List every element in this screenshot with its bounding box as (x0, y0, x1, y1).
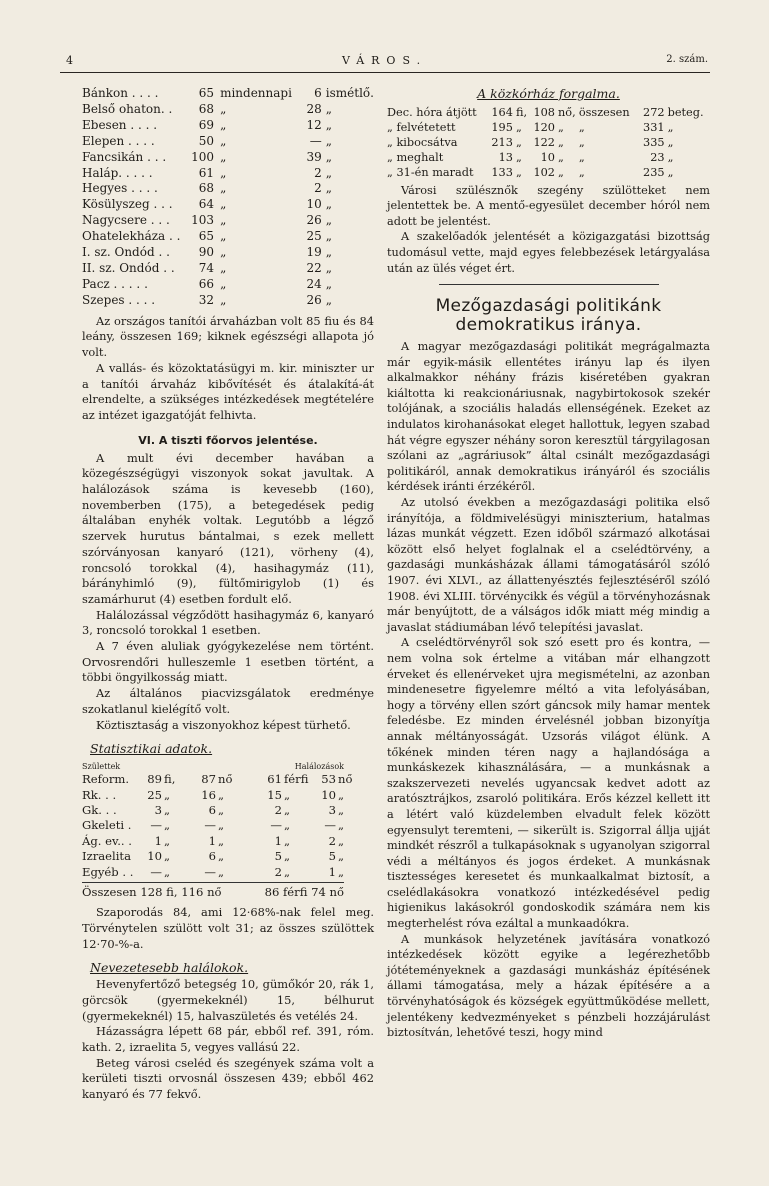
attendance-row-cell: 64 (198, 197, 215, 212)
stats-row-cell: Gk. . . (82, 803, 117, 818)
attendance-row-cell: Pacz . . . . . (82, 276, 148, 291)
hospital-row (387, 106, 710, 121)
stats-row (82, 849, 358, 864)
hospital-row-cell: 272 (643, 106, 665, 119)
stats-row-cell: 16 (201, 787, 216, 802)
attendance-row-cell: „ (220, 165, 227, 180)
attendance-row-cell: „ (325, 276, 332, 291)
attendance-row-cell: 39 (306, 149, 322, 164)
attendance-row-cell: 103 (191, 213, 215, 228)
stats-row-cell: 1 (328, 864, 336, 879)
hospital-row-cell: beteg. (667, 106, 704, 119)
stats-row-cell: 3 (154, 803, 162, 818)
stats-row-cell: nő (218, 772, 233, 787)
hospital-row-cell: 331 (643, 120, 665, 134)
attendance-row-cell: 12 (306, 117, 322, 132)
article-title: Mezőgazdasági politikánk demokratikus iránya. (435, 296, 662, 336)
attendance-row (82, 197, 374, 213)
hospital-row-cell: „ (515, 120, 522, 134)
hospital-row-cell: „ (515, 150, 522, 164)
attendance-row-cell: „ (220, 117, 227, 132)
attendance-row-cell: 32 (198, 292, 215, 307)
attendance-row-cell: „ (220, 229, 227, 244)
attendance-row-cell: „ (220, 133, 227, 148)
attendance-row-cell: „ (325, 197, 332, 212)
stats-row-cell: 2 (328, 833, 336, 848)
hospital-row (387, 166, 710, 181)
stats-row-cell: 10 (147, 849, 162, 864)
stats-row (82, 803, 358, 818)
cleanliness-paragraph: Köztisztaság a viszonyokhoz képest türhető. (96, 717, 351, 732)
stats-row-cell: „ (284, 833, 291, 848)
stats-row-cell: 5 (274, 849, 282, 864)
deaths-label: Halálozások (294, 762, 344, 772)
stats-row-cell: — (270, 818, 282, 833)
stats-row-cell: „ (284, 818, 291, 833)
attendance-row (82, 293, 374, 309)
hospital-row-cell: 108 (533, 106, 555, 119)
stats-row-cell: — (324, 818, 336, 833)
attendance-row (82, 166, 374, 182)
stats-row-cell: 1 (154, 833, 162, 848)
hospital-row-cell: 335 (643, 135, 665, 149)
attendance-row (82, 102, 374, 118)
market-paragraph: Az általános piacvizsgálatok eredménye szokatlanul kielégítő volt. (82, 686, 374, 716)
section-title: VI. A tiszti főorvos jelentése. (138, 433, 318, 447)
hospital-row-cell: 120 (533, 120, 555, 134)
stats-row-cell: 3 (328, 803, 336, 818)
attendance-row-cell: 6 (314, 86, 322, 100)
hospital-row-cell: „ kibocsátva (387, 135, 458, 149)
stats-row-cell: 6 (208, 849, 216, 864)
stats-row-cell: 2 (274, 803, 282, 818)
attendance-row-cell: 100 (191, 149, 215, 164)
hospital-row-cell: „ (558, 165, 564, 179)
stats-row-cell: Gkeleti . (82, 818, 132, 833)
attendance-row-cell: „ (325, 229, 332, 244)
attendance-row-cell: „ (325, 181, 332, 196)
stats-row-cell: — (150, 864, 162, 879)
attendance-row-cell: „ (220, 245, 227, 260)
hospital-row-cell: „ (578, 150, 585, 164)
hospital-row-cell: „ meghalt (387, 150, 444, 164)
attendance-row (82, 150, 374, 166)
attendance-row-cell: 61 (198, 165, 215, 180)
hospital-row-cell: 235 (643, 165, 665, 179)
attendance-row-cell: „ (325, 117, 332, 132)
stats-row-cell: „ (164, 833, 171, 848)
hospital-row-cell: „ (578, 120, 585, 134)
attendance-row-cell: 69 (198, 117, 215, 132)
stats-row-cell: 87 (201, 772, 216, 787)
stats-row-cell: „ (338, 818, 345, 833)
hospital-row-cell: 213 (491, 135, 513, 149)
attendance-row-cell: Ebesen . . . . (82, 117, 158, 132)
attendance-row-cell: Bánkon . . . . (82, 86, 159, 100)
journal-title: VÁROS. (342, 54, 428, 67)
stats-row (82, 865, 358, 880)
stats-row-cell: fi, (164, 772, 176, 787)
stats-row-cell: 2 (274, 864, 282, 879)
stats-row-cell: 25 (147, 787, 162, 802)
attendance-row-cell: „ (325, 165, 332, 180)
attendance-row-cell: Ohatelekháza . . (82, 229, 181, 244)
hospital-paragraph-2: A szakelőadók jelentését a közigazgatási bizottság tudomásul vette, majd egyes felebbezések letárgyalása után az ülés véget ért. (387, 230, 710, 275)
attendance-row-cell: I. sz. Ondód . . (82, 245, 170, 260)
stats-row-cell: „ (164, 803, 171, 818)
deaths-paragraph: Halálozással végződött hasihagymáz 6, kanyaró 3, roncsoló torokkal 1 esetben. (82, 607, 374, 638)
attendance-row-cell: 66 (198, 276, 215, 291)
stats-row-cell: „ (218, 864, 225, 879)
attendance-row (82, 213, 374, 229)
stats-row-cell: 53 (321, 772, 336, 787)
stats-row-cell: Reform. (82, 772, 130, 787)
health-paragraph: A mult évi december havában a közegészségügyi viszonyok sokat javultak. A halálozások száma is kevesebb (160), novemberben (175), a betegedések pedig általában enyhék voltak. Legutóbb a légző szervek hurutus bántalmai, s ezek mellett szórványosan kanyaró (121), vörheny (4), roncsoló torokkal (4), hasihagymáz (11), bárányhimló (9), fültőmirigylob (1) és szamárhurut (4) esetben fordult elő. (82, 450, 374, 606)
attendance-row-cell: „ (220, 213, 227, 228)
stats-row-cell: 89 (147, 772, 162, 787)
page-number: 4 (66, 54, 73, 67)
attendance-row-cell: Nagycsere . . . (82, 213, 170, 228)
stats-row-cell: 61 (267, 772, 282, 787)
hospital-row-cell: fi, (515, 106, 528, 119)
diseases-title: Nevezetesebb halálokok. (90, 960, 249, 976)
stats-table (82, 772, 358, 880)
hospital-row-cell: 102 (533, 165, 555, 179)
attendance-row-cell: „ (220, 149, 227, 164)
births-label: Születtek (82, 762, 121, 772)
attendance-row-cell: Elepen . . . . (82, 133, 155, 148)
orphanage-paragraph: Az országos tanítói árvaházban volt 85 fiu és 84 leány, összesen 169; kiknek egészségi allapota jó volt. (82, 313, 374, 360)
stats-row-cell: „ (284, 803, 291, 818)
stats-row (82, 772, 358, 787)
attendance-row-cell: 19 (306, 245, 322, 260)
stats-row-cell: Egyéb . . (82, 864, 134, 879)
stats-row-cell: „ (164, 787, 171, 802)
hospital-paragraph-1: Városi szülésznők szegény szülötteket nem jelentettek be. A mentő-egyesület december hóról nem adott be jelentést. (387, 183, 710, 228)
attendance-row-cell: II. sz. Ondód . . (82, 260, 175, 275)
hospital-row-cell: „ 31-én maradt (387, 165, 474, 179)
stats-row-cell: férfi (284, 772, 309, 787)
attendance-row-cell: Belső ohaton. . (82, 101, 173, 116)
hospital-row-cell: „ (667, 150, 674, 164)
attendance-row-cell: 50 (198, 133, 215, 148)
attendance-row (82, 86, 374, 102)
stats-row-cell: „ (338, 803, 345, 818)
hospital-row-cell: 23 (650, 150, 665, 164)
stats-row-cell: „ (338, 849, 345, 864)
diseases-paragraph-1: Hevenyfertőző betegség 10, gümőkór 20, rák 1, görcsök (gyermekeknél) 15, bélhurut (gyermekeknél) 15, halvaszületés és vetélés 24. (82, 977, 374, 1023)
attendance-row-cell: 74 (198, 260, 215, 275)
hospital-row-cell: 13 (498, 150, 513, 164)
attendance-row-cell: „ (220, 260, 227, 275)
attendance-row (82, 261, 374, 277)
attendance-row-cell: 26 (306, 292, 322, 307)
header-rule (60, 72, 710, 73)
stats-row-cell: Ág. ev.. . (82, 833, 132, 848)
attendance-row-cell: „ (325, 245, 332, 260)
stats-total-deaths: 86 férfi 74 nő (264, 885, 344, 900)
hospital-row-cell: „ (558, 120, 564, 134)
article-paragraph-1: A magyar mezőgazdasági politikát megrágalmazta már egyik-másik ellentétes irányu lap és ilyen alkalmakkor néhány frázis kiséretében gyakran kiáltotta ki reakcionáriusnak, nagybirtokosok szekér tolójának, a szociális haladás ellenségének. Ezeket az indulatos kirohanásokat eleget hallottuk, legyen szabad hát végre egyszer néhány soron keresztül tárgyilagosan szólani az „agráriusok” által csinált mezőgazdasági politikáról, annak demokratikus irányáról és szociális kérdések iránti érzékéről. (387, 340, 710, 494)
hospital-row (387, 136, 710, 151)
growth-paragraph: Szaporodás 84, ami 12·68%-nak felel meg. Törvénytelen szülött volt 31; az összes szülöttek 12·70-%-a. (82, 905, 374, 951)
hospital-row-cell: 133 (491, 165, 513, 179)
hospital-row-cell: „ (667, 120, 674, 134)
attendance-row-cell: 28 (306, 101, 322, 116)
stats-row-cell: „ (164, 864, 171, 879)
attendance-row-cell: Szepes . . . . (82, 292, 156, 307)
stats-header (82, 762, 344, 771)
stats-row (82, 788, 358, 803)
right-column (387, 86, 710, 1041)
attendance-row-cell: 10 (306, 197, 322, 212)
hospital-row (387, 121, 710, 136)
attendance-row-cell: „ (220, 276, 227, 291)
hospital-row-cell: Dec. hóra átjött (387, 106, 477, 119)
diseases-paragraph-3: Beteg városi cseléd és szegények száma volt a kerületi tiszti orvosnál összesen 439; ebből 462 kanyaró és 77 fekvő. (82, 1055, 374, 1102)
hospital-row-cell: „ (578, 135, 585, 149)
section-divider (439, 284, 659, 285)
attendance-row-cell: Haláp. . . . . (82, 165, 153, 180)
minister-paragraph: A vallás- és közoktatásügyi m. kir. miniszter ur a tanítói árvaház kibővítését és átalakítá-át elrendelte, a szükséges intézkedések megtételére az intézet igazgatóját felhivta. (82, 360, 374, 422)
stats-row-cell: Izraelita (82, 849, 131, 864)
attendance-row-cell: „ (325, 292, 332, 307)
stats-row-cell: „ (218, 787, 225, 802)
hospital-row-cell: „ felvétetett (387, 120, 456, 134)
stats-row-cell: „ (338, 787, 345, 802)
stats-row-cell: „ (164, 818, 171, 833)
attendance-row-cell: ismétlő. (325, 86, 374, 100)
hospital-row-cell: „ (515, 135, 522, 149)
stats-row-cell: 10 (321, 787, 336, 802)
hospital-row-cell: nő, (558, 106, 576, 119)
page-header (66, 54, 708, 70)
hospital-title: A közkórház forgalma. (477, 86, 620, 101)
attendance-row-cell: 26 (306, 213, 322, 228)
attendance-row-cell: „ (220, 292, 227, 307)
attendance-row-cell: Hegyes . . . . (82, 181, 158, 196)
hospital-row-cell: „ (578, 165, 585, 179)
attendance-row-cell: „ (325, 260, 332, 275)
attendance-row (82, 118, 374, 134)
attendance-row (82, 181, 374, 197)
stats-row (82, 818, 358, 833)
stats-total (82, 882, 344, 899)
diseases-paragraph-2: Házasságra lépett 68 pár, ebből ref. 391, róm. kath. 2, izraelita 5, vegyes vallású 22. (82, 1024, 374, 1055)
attendance-row-cell: 68 (198, 181, 215, 196)
stats-row-cell: 1 (208, 833, 216, 848)
stats-row-cell: 15 (267, 787, 282, 802)
attendance-row-cell: mindennapi (220, 86, 292, 100)
attendance-row (82, 277, 374, 293)
article-paragraph-4: A munkások helyzetének javítására vonatkozó intézkedések között egyike a legérezhetőbb jótéteményeknek a gazdasági munkásház építésének állami támogatása, mely a házak építésére a a törvényhatóságok és községek együttműködése mellett, jelentékeny kedvezményeket s pénzbeli hozzájárulást biztosítván, lehetővé teszi, hogy mind (387, 932, 710, 1040)
attendance-row-cell: 24 (306, 276, 322, 291)
stats-total-births: Összesen 128 fi, 116 nő (82, 885, 222, 900)
hospital-row-cell: 164 (491, 106, 513, 119)
hospital-row-cell: 10 (540, 150, 555, 164)
attendance-row (82, 229, 374, 245)
attendance-row-cell: 25 (306, 229, 322, 244)
attendance-row (82, 245, 374, 261)
attendance-row (82, 134, 374, 150)
attendance-row-cell: „ (220, 101, 227, 116)
hospital-row-cell: 122 (533, 135, 555, 149)
stats-row-cell: „ (338, 833, 345, 848)
stats-row-cell: „ (218, 833, 225, 848)
attendance-row-cell: — (309, 133, 322, 148)
stats-row-cell: „ (164, 849, 171, 864)
hospital-row-cell: „ (515, 165, 522, 179)
hospital-row-cell: „ (667, 165, 674, 179)
school-attendance-table (82, 86, 374, 309)
attendance-row-cell: 2 (314, 181, 322, 196)
stats-row-cell: „ (284, 849, 291, 864)
hospital-table (387, 106, 710, 181)
attendance-row-cell: 68 (198, 101, 215, 116)
hospital-row (387, 151, 710, 166)
attendance-row-cell: 22 (306, 260, 322, 275)
attendance-row-cell: „ (325, 133, 332, 148)
stats-row-cell: „ (218, 818, 225, 833)
attendance-row-cell: „ (220, 181, 227, 196)
attendance-row-cell: Kösülyszeg . . . (82, 197, 173, 212)
hospital-row-cell: „ (558, 150, 564, 164)
stats-row-cell: „ (338, 864, 345, 879)
stats-row (82, 834, 358, 849)
stats-row-cell: 1 (274, 833, 282, 848)
stats-row-cell: — (204, 864, 216, 879)
attendance-row-cell: „ (325, 101, 332, 116)
article-paragraph-2: Az utolsó években a mezőgazdasági politika első irányítója, a földmivelésügyi miniszterium, hatalmas lázas munkát végzett. Ezen időből származó alkotásai között első helyet foglalnak el a cselédtörvény, a gazdasági munkásházak állami támogatásáról szóló 1907. évi XLVI., az állattenyésztés fejlesztéséről szóló 1908. évi XLIII. törvénycikk és végül a törvényhozásnak már benyújtott, de a válságos idők miatt még mindig a javaslat stádiumában lévő telepítési javaslat. (387, 496, 710, 634)
attendance-row-cell: „ (325, 149, 332, 164)
stats-row-cell: „ (284, 864, 291, 879)
attendance-row-cell: Fancsikán . . . (82, 149, 167, 164)
stats-row-cell: — (150, 818, 162, 833)
article-paragraph-3: A cselédtörvényről sok szó esett pro és kontra, — nem volna sok értelme a vitában már elhangzott érveket és ellenérveket ujra megismételni, az azonban mindenesetre figyelemre méltó a vita lefolyásában, hogy a törvény ellen szórt gáncsok mily hamar mentek feledésbe. Ez minden érvelésnél jobban bizonyítja annak méltányosságát. Uzsorás világot élünk. A tőkének minden téren nagy a hajlandósága a munkáskezek kihasználására, — a munkásnak a szakszervezeti nevelés ugyancsak kedvet adott az aratósztrájkos, zsaroló politikára. Erős kézzel kellett itt a létért való küzdelemben elvadult felek között egyensulyt teremteni, — sikerült is. Szigorral állja ujját mindkét részről a tulkapásoknak s ugyanolyan szigorral védi a méltányos és jogos érdeket. A munkásnak tisztességes keresetet és munkaalkalmat biztosít, a cselédlakásokra vonatkozó intézkedésével pedig higienikus lakásokról gondoskodik számára nem kis megterhelést róva ezáltal a munkaadókra. (387, 636, 710, 931)
hospital-row-cell: összesen (578, 106, 630, 119)
stats-row-cell: 5 (328, 849, 336, 864)
attendance-row-cell: 65 (198, 86, 215, 100)
attendance-row-cell: „ (220, 197, 227, 212)
stats-row-cell: „ (218, 803, 225, 818)
left-column (82, 86, 374, 1103)
treatment-paragraph: A 7 éven aluliak gyógykezelése nem történt. Orvosrendőri hulleszemle 1 esetben történt, a többi öngyilkosság miatt. (82, 639, 374, 685)
stats-title: Statisztikai adatok. (90, 741, 213, 757)
stats-row-cell: „ (218, 849, 225, 864)
stats-row-cell: nő (338, 772, 353, 787)
attendance-row-cell: „ (325, 213, 332, 228)
issue-number: 2. szám. (666, 54, 708, 65)
stats-row-cell: Rk. . . (82, 787, 117, 802)
hospital-row-cell: 195 (491, 120, 513, 134)
stats-row-cell: „ (284, 787, 291, 802)
attendance-row-cell: 2 (314, 165, 322, 180)
hospital-row-cell: „ (667, 135, 674, 149)
hospital-row-cell: „ (558, 135, 564, 149)
attendance-row-cell: 65 (198, 229, 215, 244)
stats-row-cell: — (204, 818, 216, 833)
stats-row-cell: 6 (208, 803, 216, 818)
attendance-row-cell: 90 (198, 245, 215, 260)
